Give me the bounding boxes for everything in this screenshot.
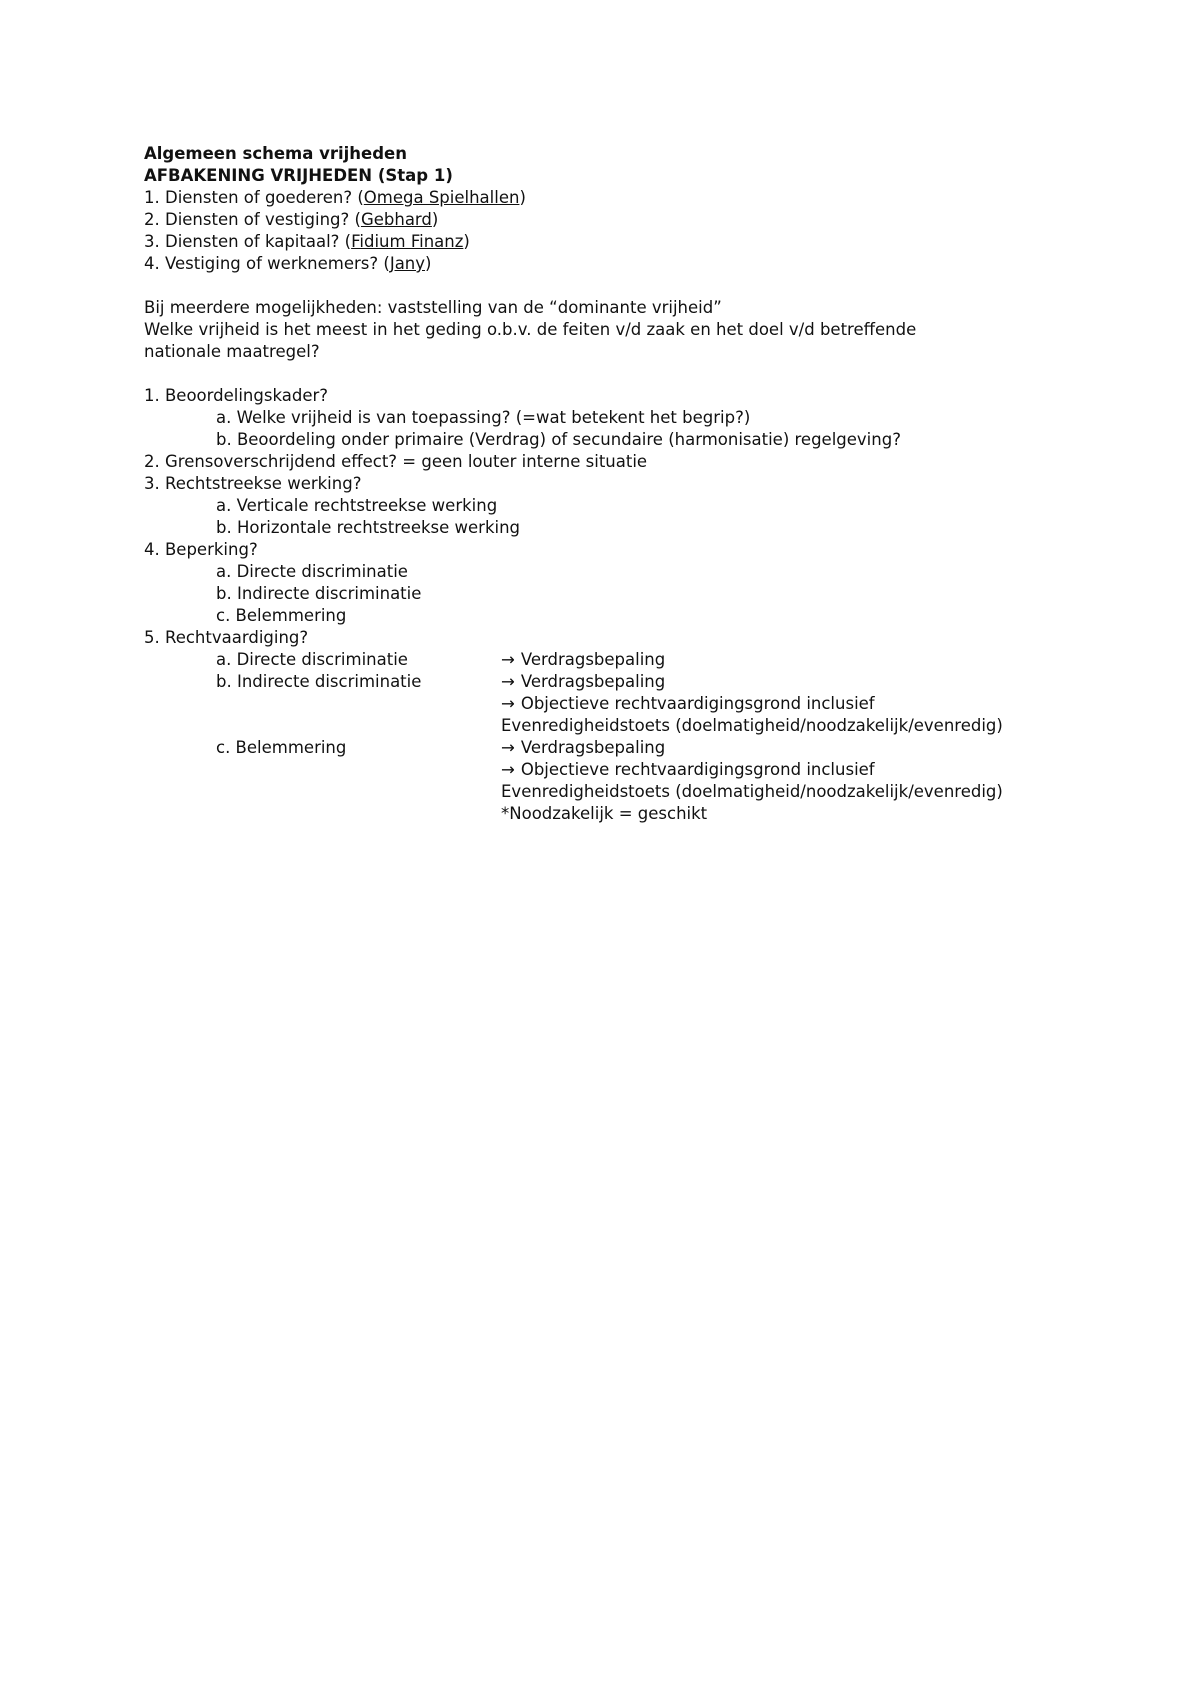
step-subitem: b. Indirecte discriminatie bbox=[216, 584, 422, 603]
spacer bbox=[144, 275, 1104, 297]
step-subitem: a. Directe discriminatie bbox=[216, 650, 408, 669]
section-heading: AFBAKENING VRIJHEDEN (Stap 1) bbox=[144, 166, 453, 185]
step-subitem: b. Indirecte discriminatie bbox=[216, 672, 422, 691]
dominant-freedom-text: nationale maatregel? bbox=[144, 342, 320, 361]
document-title: Algemeen schema vrijheden bbox=[144, 144, 407, 163]
justification-row: c. Belemmering → Verdragsbepaling bbox=[216, 738, 666, 757]
arrow-icon: → bbox=[501, 672, 515, 691]
case-reference: Gebhard bbox=[360, 210, 432, 229]
step-subitem: a. Welke vrijheid is van toepassing? (=wat betekent het begrip?) bbox=[216, 408, 751, 427]
arrow-icon: → bbox=[501, 694, 515, 713]
case-reference: Jany bbox=[389, 254, 426, 273]
step-heading: 5. Rechtvaardiging? bbox=[144, 628, 309, 647]
step-subitem: a. Directe discriminatie bbox=[216, 562, 408, 581]
delimitation-item: 2. Diensten of vestiging? (Gebhard) bbox=[144, 210, 439, 229]
dominant-freedom-text: Welke vrijheid is het meest in het geding o.b.v. de feiten v/d zaak en het doel v/d betreffende bbox=[144, 320, 917, 339]
delimitation-item: 1. Diensten of goederen? (Omega Spielhallen) bbox=[144, 188, 526, 207]
justification-row bbox=[144, 803, 1104, 825]
step-subitem: b. Horizontale rechtstreekse werking bbox=[216, 518, 521, 537]
delimitation-item: 3. Diensten of kapitaal? (Fidium Finanz) bbox=[144, 232, 470, 251]
dominant-freedom-text: Bij meerdere mogelijkheden: vaststelling van de “dominante vrijheid” bbox=[144, 298, 722, 317]
justification-row: a. Directe discriminatie → Verdragsbepaling bbox=[216, 650, 666, 669]
arrow-icon: → bbox=[501, 738, 515, 757]
case-reference: Omega Spielhallen bbox=[363, 188, 520, 207]
justification-row bbox=[144, 715, 1104, 737]
step-subitem: b. Beoordeling onder primaire (Verdrag) of secundaire (harmonisatie) regelgeving? bbox=[216, 430, 901, 449]
arrow-icon: → bbox=[501, 650, 515, 669]
footnote-text: *Noodzakelijk = geschikt bbox=[501, 804, 708, 823]
spacer bbox=[144, 363, 1104, 385]
step-subitem: a. Verticale rechtstreekse werking bbox=[216, 496, 498, 515]
step-heading: 4. Beperking? bbox=[144, 540, 258, 559]
step-subitem: c. Belemmering bbox=[216, 606, 347, 625]
step-heading: 3. Rechtstreekse werking? bbox=[144, 474, 362, 493]
proportionality-text: Evenredigheidstoets (doelmatigheid/noodzakelijk/evenredig) bbox=[501, 716, 1003, 735]
justification-row: → Objectieve rechtvaardigingsgrond inclusief bbox=[501, 694, 875, 713]
arrow-icon: → bbox=[501, 760, 515, 779]
justification-row: b. Indirecte discriminatie → Verdragsbepaling bbox=[216, 672, 666, 691]
justification-row bbox=[144, 781, 1104, 803]
case-reference: Fidium Finanz bbox=[351, 232, 464, 251]
justification-row: → Objectieve rechtvaardigingsgrond inclusief bbox=[501, 760, 875, 779]
delimitation-item: 4. Vestiging of werknemers? (Jany) bbox=[144, 254, 432, 273]
step-subitem: c. Belemmering bbox=[216, 738, 347, 757]
document-content bbox=[144, 143, 1104, 825]
step-heading: 2. Grensoverschrijdend effect? = geen louter interne situatie bbox=[144, 452, 648, 471]
step-heading: 1. Beoordelingskader? bbox=[144, 386, 329, 405]
proportionality-text: Evenredigheidstoets (doelmatigheid/noodzakelijk/evenredig) bbox=[501, 782, 1003, 801]
